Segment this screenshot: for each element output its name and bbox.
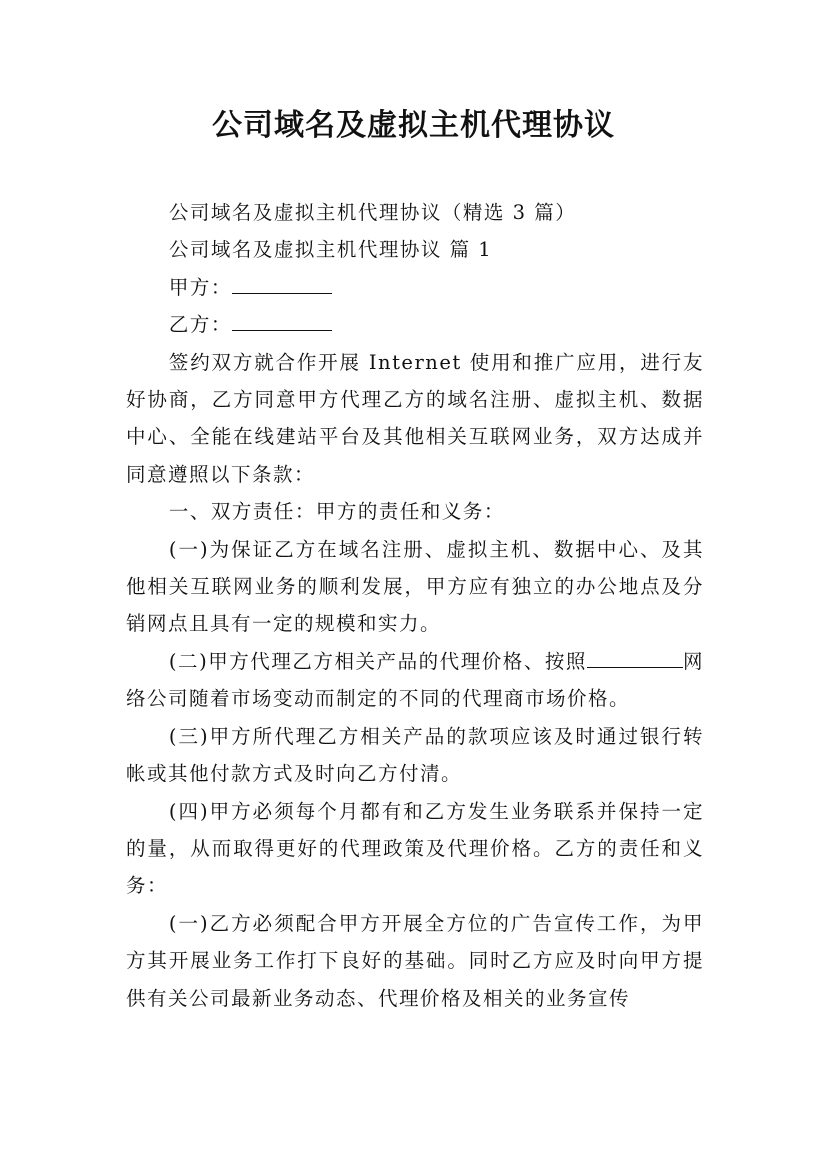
document-title: 公司域名及虚拟主机代理协议 — [212, 108, 615, 143]
party-a-label: 甲方： — [168, 275, 232, 299]
party-b-line — [126, 306, 704, 343]
paragraph-clause: (一)乙方必须配合甲方开展全方位的广告宣传工作，为甲方其开展业务工作打下良好的基础。同时乙方应及时向甲方提供有关公司最新业务动态、代理价格及相关的业务宣传 — [126, 911, 704, 1010]
company-name-blank — [587, 649, 683, 668]
paragraph-clause: (四)甲方必须每个月都有和乙方发生业务联系并保持一定的量，从而取得更好的代理政策及代理价格。乙方的责任和义务： — [126, 799, 704, 898]
paragraph-intro: 签约双方就合作开展 Internet 使用和推广应用，进行友好协商，乙方同意甲方代理乙方的域名注册、虚拟主机、数据中心、全能在线建站平台及其他相关互联网业务，双方达成并同意遵照以下条款： — [126, 350, 704, 486]
clause-pricing-after: 网络公司随着市场变动而制定的不同的代理商市场价格。 — [126, 649, 704, 711]
paragraph-clause-pricing — [126, 643, 704, 718]
party-a-line — [126, 269, 704, 306]
party-b-label: 乙方： — [168, 313, 232, 337]
paragraph-clause: (三)甲方所代理乙方相关产品的款项应该及时通过银行转帐或其他付款方式及时向乙方付清。 — [126, 724, 704, 786]
clause-pricing-before: (二)甲方代理乙方相关产品的代理价格、按照 — [168, 649, 587, 673]
document-body — [126, 194, 704, 1017]
paragraph-responsibilities-heading: 一、双方责任：甲方的责任和义务： — [168, 500, 505, 524]
paragraph-section-heading: 公司域名及虚拟主机代理协议 篇 1 — [168, 238, 493, 262]
party-b-blank — [232, 312, 332, 331]
paragraph-subtitle: 公司域名及虚拟主机代理协议（精选 3 篇） — [168, 201, 577, 224]
paragraph-clause: (一)为保证乙方在域名注册、虚拟主机、数据中心、及其他相关互联网业务的顺利发展，甲方应有独立的办公地点及分销网点且具有一定的规模和实力。 — [126, 537, 704, 636]
party-a-blank — [232, 275, 332, 294]
